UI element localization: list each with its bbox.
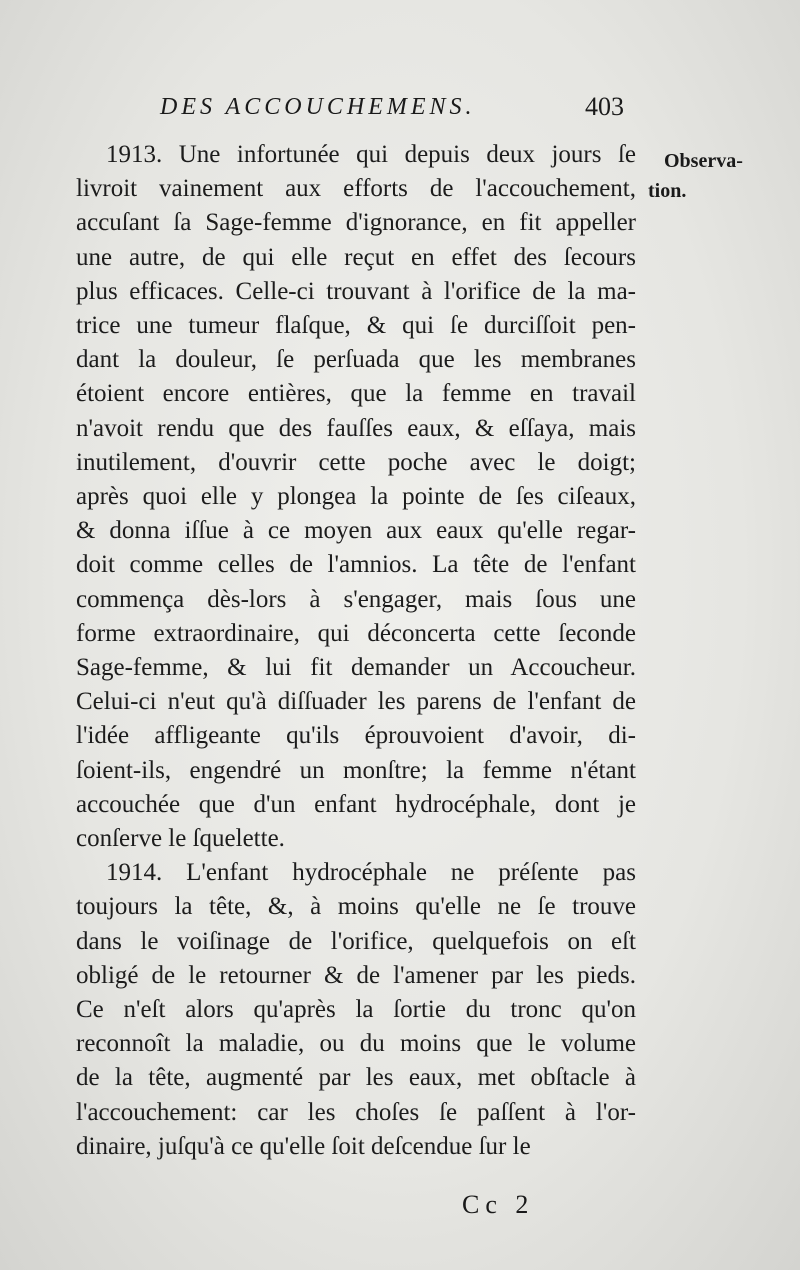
text-line: l'idée affligeante qu'ils éprouvoient d'avoir, di-: [76, 722, 636, 750]
text-line: plus efficaces. Celle-ci trouvant à l'orifice de la ma-: [76, 277, 636, 305]
text-line: Ce n'eſt alors qu'après la ſortie du tronc qu'on: [76, 996, 636, 1024]
text-line: commença dès-lors à s'engager, mais ſous une: [76, 585, 636, 613]
margin-note-line-2: tion.: [648, 180, 687, 202]
body-text: [76, 138, 636, 1164]
text-line: une autre, de qui elle reçut en effet des ſecours: [76, 243, 636, 271]
text-line: accouchée que d'un enfant hydrocéphale, dont je: [76, 790, 636, 818]
text-line: 1914. L'enfant hydrocéphale ne préſente pas: [106, 859, 636, 887]
running-title: DES ACCOUCHEMENS.: [160, 94, 476, 120]
text-line: inutilement, d'ouvrir cette poche avec le doigt;: [76, 448, 636, 476]
text-line: livroit vainement aux efforts de l'accouchement,: [76, 175, 636, 203]
text-line: de la tête, augmenté par les eaux, met obſtacle à: [76, 1064, 636, 1092]
text-line: doit comme celles de l'amnios. La tête de l'enfant: [76, 551, 636, 579]
signature-mark: Cc 2: [462, 1190, 535, 1219]
page-number: 403: [585, 92, 624, 121]
text-line: dant la douleur, ſe perſuada que les membranes: [76, 346, 636, 374]
text-line: reconnoît la maladie, ou du moins que le volume: [76, 1030, 636, 1058]
text-line: Celui-ci n'eut qu'à diſſuader les parens de l'enfant de: [76, 688, 636, 716]
text-line: forme extraordinaire, qui déconcerta cette ſeconde: [76, 619, 636, 647]
text-line: obligé de le retourner & de l'amener par les pieds.: [76, 961, 636, 989]
text-line: n'avoit rendu que des fauſſes eaux, & eſſaya, mais: [76, 414, 636, 442]
paragraph-1913: [76, 138, 636, 856]
text-line: l'accouchement: car les choſes ſe paſſent à l'or-: [76, 1098, 636, 1126]
text-line: toujours la tête, &, à moins qu'elle ne ſe trouve: [76, 893, 636, 921]
text-line: 1913. Une infortunée qui depuis deux jours ſe: [106, 141, 636, 168]
text-line: conſerve le ſquelette.: [76, 825, 285, 853]
text-line: étoient encore entières, que la femme en travail: [76, 380, 636, 408]
text-line: trice une tumeur flaſque, & qui ſe durciſſoit pen-: [76, 312, 636, 340]
text-line: accuſant ſa Sage-femme d'ignorance, en fit appeller: [76, 209, 636, 237]
text-line: ſoient-ils, engendré un monſtre; la femme n'étant: [76, 756, 636, 784]
paragraph-1914: [76, 856, 636, 1164]
text-line: dinaire, juſqu'à ce qu'elle ſoit deſcendue ſur le: [76, 1132, 531, 1160]
text-line: après quoi elle y plongea la pointe de ſes ciſeaux,: [76, 483, 636, 511]
margin-note: [648, 146, 794, 206]
text-line: & donna iſſue à ce moyen aux eaux qu'elle regar-: [76, 517, 636, 545]
text-line: Sage-femme, & lui fit demander un Accoucheur.: [76, 654, 636, 682]
margin-note-line-1: Observa-: [664, 150, 743, 172]
text-line: dans le voiſinage de l'orifice, quelquefois on eſt: [76, 927, 636, 955]
